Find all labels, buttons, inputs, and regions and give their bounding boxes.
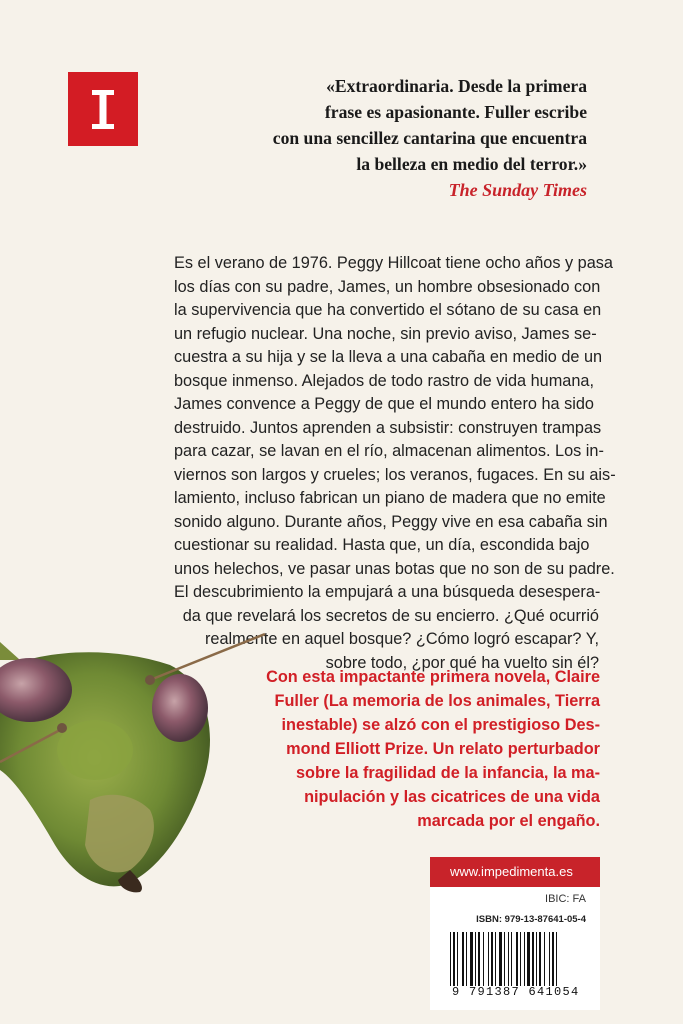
synopsis-line: Es el verano de 1976. Peggy Hillcoat tiene ocho años y pasa [174, 254, 613, 272]
award-blurb [240, 665, 600, 833]
synopsis-line: bosque inmenso. Alejados de todo rastro de vida humana, [174, 371, 594, 390]
synopsis-line: viernos son largos y crueles; los veranos, fugaces. En su ais- [174, 465, 616, 484]
blurb-line: mond Elliott Prize. Un relato perturbador [286, 740, 600, 758]
barcode-digits: 9 791387 641054 [452, 985, 580, 999]
synopsis-line: destruido. Juntos aprenden a subsistir: construyen trampas [174, 418, 602, 437]
synopsis-line: para cazar, se lavan en el río, almacenan alimentos. Los in- [174, 442, 604, 460]
synopsis-line: El descubrimiento la empujará a una búsqueda desespera- [174, 583, 601, 601]
logo-mark-icon [68, 72, 138, 146]
synopsis-line: James convence a Peggy de que el mundo entero ha sido [174, 395, 594, 413]
synopsis [174, 252, 616, 675]
blurb-line: Con esta impactante primera novela, Claire [266, 668, 600, 686]
quote-line: frase es apasionante. Fuller escribe [324, 102, 587, 122]
website-link[interactable]: www.impedimenta.es [430, 857, 600, 887]
synopsis-line: unos helechos, ve pasar unas botas que no son de su padre. [174, 559, 615, 578]
synopsis-line: sonido alguno. Durante años, Peggy vive en esa cabaña sin [174, 512, 608, 531]
isbn-number: ISBN: 979-13-87641-05-4 [476, 914, 586, 925]
synopsis-line: cuestionar su realidad. Hasta que, un día, escondida bajo [174, 536, 590, 554]
synopsis-line: sobre todo, ¿por qué ha vuelto sin él? [325, 653, 599, 672]
quote-source: The Sunday Times [448, 180, 587, 200]
review-quote [200, 73, 587, 177]
barcode-panel [430, 857, 600, 1010]
mantis-head-illustration [0, 630, 270, 900]
blurb-line: marcada por el engaño. [417, 812, 600, 830]
synopsis-line: da que revelará los secretos de su encierro. ¿Qué ocurrió [182, 606, 599, 625]
quote-line: la belleza en medio del terror.» [356, 154, 587, 174]
barcode-bars [448, 932, 584, 986]
synopsis-line: lamiento, incluso fabrican un piano de madera que no emite [174, 489, 606, 507]
synopsis-line: un refugio nuclear. Una noche, sin previo aviso, James se- [174, 324, 597, 343]
synopsis-line: realmente en aquel bosque? ¿Cómo logró escapar? Y, [204, 630, 599, 648]
synopsis-line: cuestra a su hija y se la lleva a una cabaña en medio de un [174, 348, 603, 366]
quote-line: con una sencillez cantarina que encuentra [272, 128, 587, 148]
synopsis-line: la supervivencia que ha convertido el sótano de su casa en [174, 301, 602, 319]
ibic-code: IBIC: FA [545, 893, 586, 905]
blurb-line: nipulación y las cicatrices de una vida [304, 788, 600, 806]
publisher-logo [68, 72, 138, 146]
blurb-line: inestable) se alzó con el prestigioso Des- [281, 716, 600, 734]
blurb-line: Fuller (La memoria de los animales, Tierra [274, 692, 600, 710]
blurb-line: sobre la fragilidad de la infancia, la ma- [295, 764, 600, 782]
quote-line: «Extraordinaria. Desde la primera [326, 76, 587, 96]
synopsis-line: los días con su padre, James, un hombre obsesionado con [174, 277, 601, 296]
